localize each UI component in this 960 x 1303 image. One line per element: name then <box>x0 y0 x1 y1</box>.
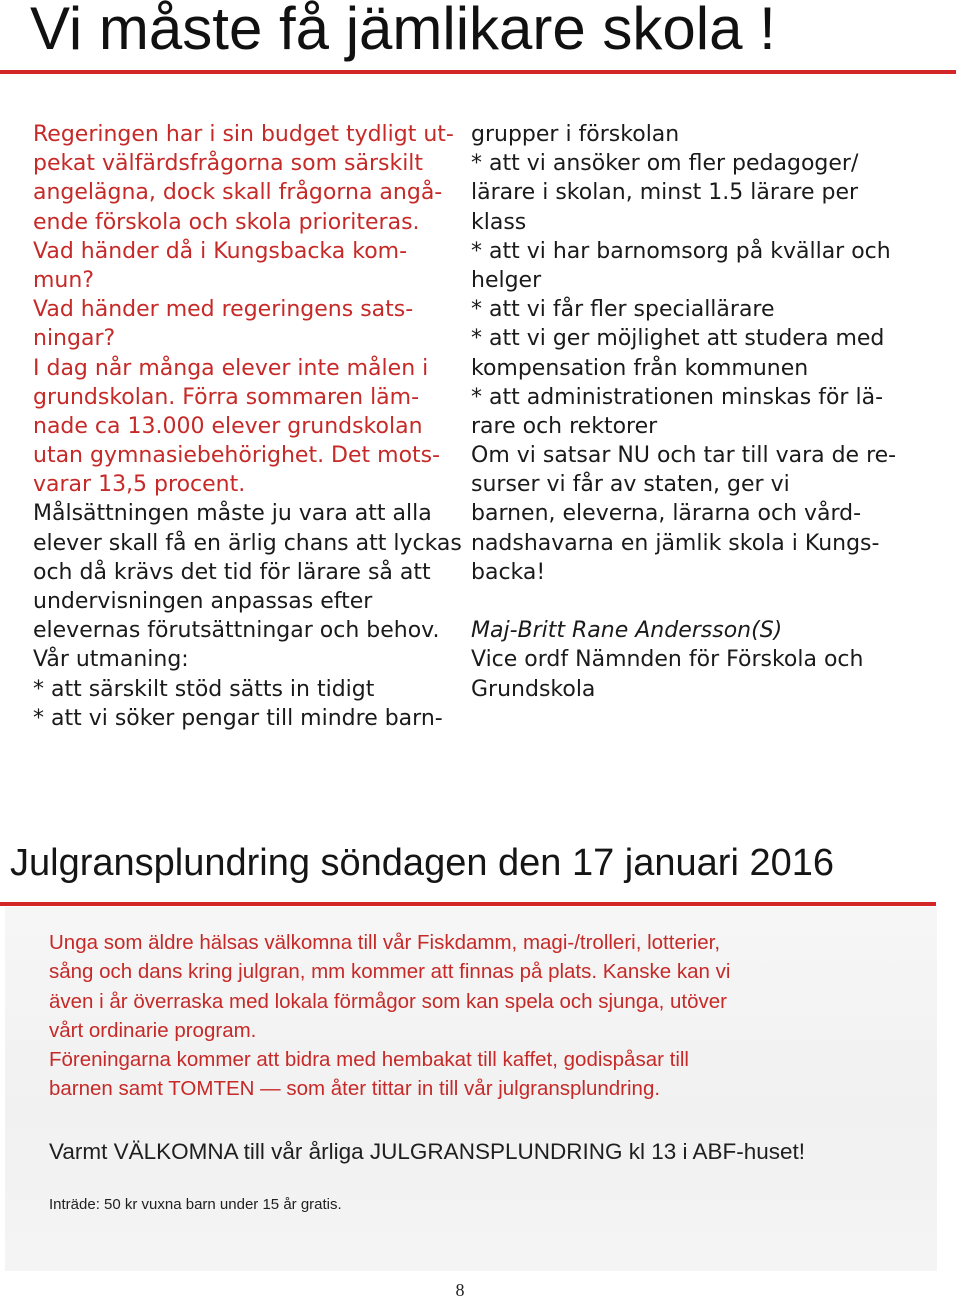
article-line: ende förskola och skola prioriteras. <box>33 209 420 235</box>
event-line: Unga som äldre hälsas välkomna till vår Fiskdamm, magi-/trolleri, lotterier, <box>49 931 721 954</box>
article-line: lärare i skolan, minst 1.5 lärare per <box>471 180 859 206</box>
article-line: Målsättningen måste ju vara att alla <box>33 501 432 527</box>
spacer <box>471 587 941 616</box>
article-line: varar 13,5 procent. <box>33 472 246 498</box>
article-line: surser vi får av staten, ger vi <box>471 472 790 498</box>
article-right-text <box>471 120 941 587</box>
article-line: nadshavarna en jämlik skola i Kungs- <box>471 530 880 556</box>
article-line: angelägna, dock skall frågorna angå- <box>33 180 443 206</box>
event-line: barnen samt TOMTEN — som åter tittar in till vår julgransplundring. <box>49 1077 661 1101</box>
headline-rule <box>0 70 956 74</box>
event-line: även i år överraska med lokala förmågor som kan spela och sjunga, utöver <box>49 989 727 1013</box>
article-line: * att vi har barnomsorg på kvällar och <box>471 238 891 264</box>
article-line: barnen, eleverna, lärarna och vård- <box>471 501 862 527</box>
article-line: * att administrationen minskas för lä- <box>471 384 884 410</box>
article-line: klass <box>471 209 527 235</box>
event-entry-fee: Inträde: 50 kr vuxna barn under 15 år gratis. <box>49 1196 342 1213</box>
article-line: * att vi får fler speciallärare <box>471 297 775 323</box>
signature-title-line: Vice ordf Nämnden för Förskola och <box>471 647 864 673</box>
article-line: * att vi ansöker om fler pedagoger/ <box>471 151 859 177</box>
article-line: Vad händer med regeringens sats- <box>33 297 414 323</box>
event-line: vårt ordinarie program. <box>49 1018 257 1042</box>
article-line: * att särskilt stöd sätts in tidigt <box>33 676 375 702</box>
article-line: pekat välfärdsfrågorna som särskilt <box>33 151 424 177</box>
article-line: elever skall få en ärlig chans att lyckas <box>33 530 462 556</box>
event-rule <box>0 902 936 906</box>
article-line: Vad händer då i Kungsbacka kom- <box>33 238 408 264</box>
article-line: Om vi satsar NU och tar till vara de re- <box>471 443 897 469</box>
article-line: rare och rektorer <box>471 413 658 439</box>
article-line: undervisningen anpassas efter <box>33 589 373 614</box>
article-line: * att vi söker pengar till mindre barn- <box>33 705 443 731</box>
article-line: Regeringen har i sin budget tydligt ut- <box>33 122 454 147</box>
event-line: sång och dans kring julgran, mm kommer att finnas på plats. Kanske kan vi <box>49 960 731 984</box>
article-line: ningar? <box>33 326 116 352</box>
article-line: backa! <box>471 559 546 585</box>
signature-name: Maj-Britt Rane Andersson(S) <box>471 618 783 644</box>
article-line: helger <box>471 267 542 293</box>
signature-title-line: Grundskola <box>471 676 596 702</box>
event-line: Föreningarna kommer att bidra med hembakat till kaffet, godispåsar till <box>49 1048 689 1072</box>
article-column-right <box>471 120 941 704</box>
article-line: nade ca 13.000 elever grundskolan <box>33 413 423 439</box>
event-welcome: Varmt VÄLKOMNA till vår årliga JULGRANSPLUNDRING kl 13 i ABF-huset! <box>49 1139 806 1164</box>
article-line: elevernas förutsättningar och behov. <box>33 618 440 644</box>
page-number: 8 <box>455 1280 465 1300</box>
article-line: * att vi ger möjlighet att studera med <box>471 326 885 352</box>
article-line: och då krävs det tid för lärare så att <box>33 559 431 585</box>
event-description <box>49 928 909 1104</box>
article-line: utan gymnasiebehörighet. Det mots- <box>33 443 441 469</box>
article-line: Vår utmaning: <box>33 647 189 673</box>
article-line: mun? <box>33 267 94 293</box>
article-column-left <box>33 120 462 733</box>
article-line: kompensation från kommunen <box>471 355 809 381</box>
article-line: grupper i förskolan <box>471 122 680 147</box>
article-line: I dag når många elever inte målen i <box>33 355 429 381</box>
event-title: Julgransplundring söndagen den 17 januari 2016 <box>10 842 834 884</box>
headline: Vi måste få jämlikare skola ! <box>30 0 776 62</box>
article-line: grundskolan. Förra sommaren läm- <box>33 384 420 410</box>
